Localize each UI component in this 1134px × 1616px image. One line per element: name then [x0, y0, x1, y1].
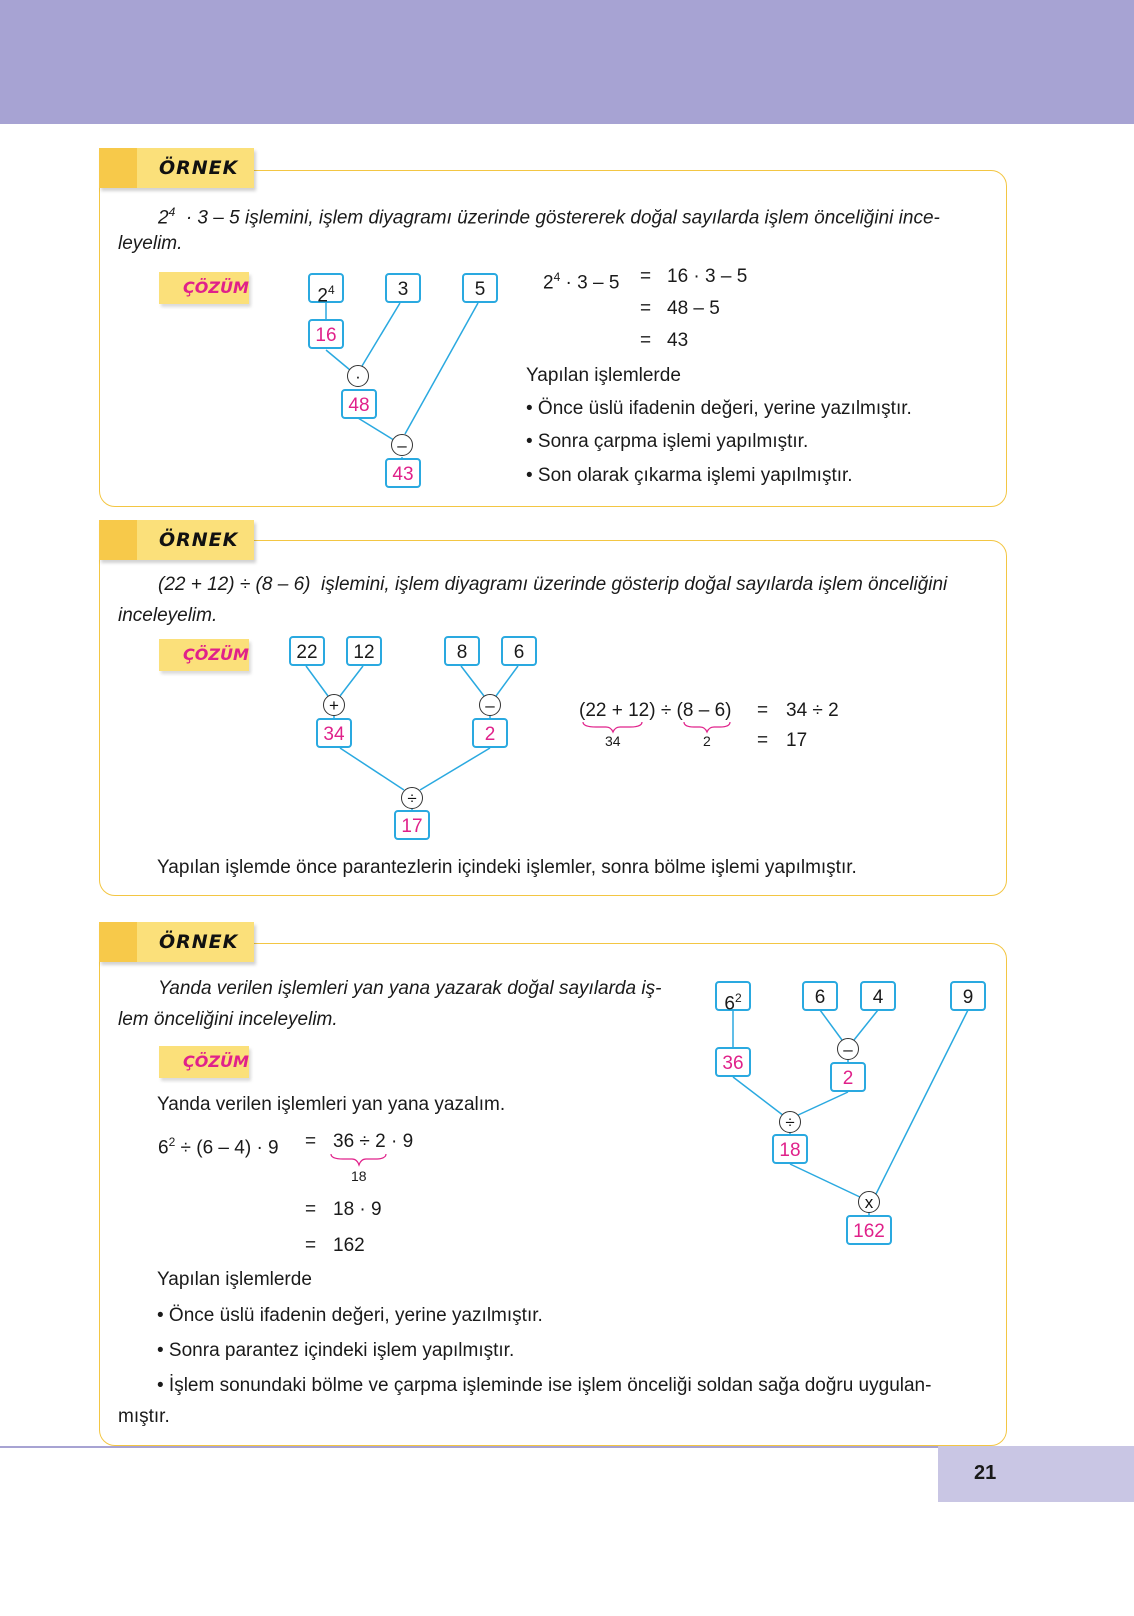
ex2-eq-sign-1: =	[757, 700, 769, 721]
ex3-note-3-line-1: • İşlem sonundaki bölme ve çarpma işleminde ise işlem önceliği soldan sağa doğru uygulan-	[157, 1375, 932, 1396]
result-2: 2	[472, 718, 508, 748]
example-label: ÖRNEK	[159, 529, 239, 551]
ex3-eq-rhs-3: 162	[333, 1235, 365, 1256]
result-2: 2	[830, 1062, 866, 1092]
box-4: 4	[860, 981, 896, 1011]
example-1-question-cont: leyelim.	[118, 233, 183, 254]
divide-operator: ÷	[779, 1111, 801, 1133]
result-17: 17	[394, 810, 430, 840]
solution-2-tab: ÇÖZÜM	[159, 639, 249, 671]
divide-operator: ÷	[401, 787, 423, 809]
ex1-eq3-rhs: 43	[667, 330, 689, 351]
minus-operator: –	[479, 694, 501, 716]
plus-operator: +	[323, 694, 345, 716]
result-16: 16	[308, 319, 344, 349]
box-6: 6	[501, 636, 537, 666]
base-box: $2^4$	[308, 273, 344, 303]
box-8: 8	[444, 636, 480, 666]
box-22: 22	[289, 636, 325, 666]
example-2-question-cont: inceleyelim.	[118, 605, 218, 626]
result-43: 43	[385, 458, 421, 488]
example-label: ÖRNEK	[159, 157, 239, 179]
ex1-eq-sign-2: =	[640, 298, 652, 319]
ex2-eq-rhs-1: 34 ÷ 2	[786, 700, 839, 721]
ex3-note-1: • Önce üslü ifadenin değeri, yerine yazılmıştır.	[157, 1305, 543, 1326]
box-9: 9	[950, 981, 986, 1011]
box-12: 12	[346, 636, 382, 666]
ex2-eq-sign-2: =	[757, 730, 769, 751]
multiply-operator: ·	[347, 365, 369, 387]
example-3-question-line-2: lem önceliğini inceleyelim.	[118, 1009, 338, 1030]
page-number-box	[938, 1446, 1134, 1502]
ex2-under-2: 2	[703, 733, 711, 749]
ex3-eq-sign-1: =	[305, 1131, 317, 1152]
ex1-note-3: • Son olarak çıkarma işlemi yapılmıştır.	[526, 465, 853, 486]
ex3-notes-title: Yapılan işlemlerde	[157, 1269, 312, 1290]
example-1-question: $2^4 \cdot 3 - 5$ işlemini, işlem diyagramı üzerinde göstererek doğal sayılarda işlem önceliğini ince-	[158, 205, 940, 229]
minus-operator: –	[391, 434, 413, 456]
ex1-note-1: • Önce üslü ifadenin değeri, yerine yazılmıştır.	[526, 398, 912, 419]
footer-divider	[0, 1446, 940, 1448]
multiply-operator: x	[858, 1191, 880, 1213]
ex1-eq1-rhs: 16 · 3 – 5	[667, 266, 748, 287]
ex1-eq-sign-3: =	[640, 330, 652, 351]
ex1-notes-title: Yapılan işlemlerde	[526, 365, 681, 386]
example-label: ÖRNEK	[159, 931, 239, 953]
solution-1-tab: ÇÖZÜM	[159, 272, 249, 304]
ex3-eq-rhs-1: 36 ÷ 2 · 9	[333, 1131, 414, 1152]
ex3-under-18: 18	[351, 1168, 367, 1184]
ex3-note-3-line-2: mıştır.	[118, 1406, 170, 1427]
box-3: 3	[385, 273, 421, 303]
box-5: 5	[462, 273, 498, 303]
result-36: 36	[715, 1047, 751, 1077]
example-2-question: (22 + 12) ÷ (8 – 6) işlemini, işlem diyagramı üzerinde gösterip doğal sayılarda işlem önceliğini	[158, 574, 948, 595]
ex2-eq-rhs-2: 17	[786, 730, 808, 751]
result-18: 18	[772, 1134, 808, 1164]
minus-operator: –	[837, 1038, 859, 1060]
ex1-note-2: • Sonra çarpma işlemi yapılmıştır.	[526, 431, 809, 452]
ex1-eq2-rhs: 48 – 5	[667, 298, 720, 319]
ex3-eq-rhs-2: 18 · 9	[333, 1199, 382, 1220]
page-number: 21	[974, 1462, 997, 1484]
ex3-intro: Yanda verilen işlemleri yan yana yazalım.	[157, 1094, 506, 1115]
ex3-eq-sign-2: =	[305, 1199, 317, 1220]
example-3-question-line-1: Yanda verilen işlemleri yan yana yazarak doğal sayılarda iş-	[158, 978, 662, 999]
ex1-eq-sign-1: =	[640, 266, 652, 287]
ex3-eq-sign-3: =	[305, 1235, 317, 1256]
result-34: 34	[316, 718, 352, 748]
base-box: $6^2$	[715, 981, 751, 1011]
ex2-under-34: 34	[605, 733, 621, 749]
result-48: 48	[341, 389, 377, 419]
result-162: 162	[846, 1215, 892, 1245]
box-6: 6	[802, 981, 838, 1011]
ex2-note: Yapılan işlemde önce parantezlerin içindeki işlemler, sonra bölme işlemi yapılmıştır.	[157, 857, 857, 878]
solution-3-tab: ÇÖZÜM	[159, 1046, 249, 1078]
ex3-note-2: • Sonra parantez içindeki işlem yapılmıştır.	[157, 1340, 515, 1361]
ex3-eq-lhs: $6^2 \div (6 - 4) \cdot 9$	[158, 1135, 279, 1159]
ex1-eq1-lhs: $2^4 \cdot 3 - 5$	[543, 270, 620, 294]
ex2-eq-lhs: (22 + 12) ÷ (8 – 6)	[579, 700, 732, 721]
